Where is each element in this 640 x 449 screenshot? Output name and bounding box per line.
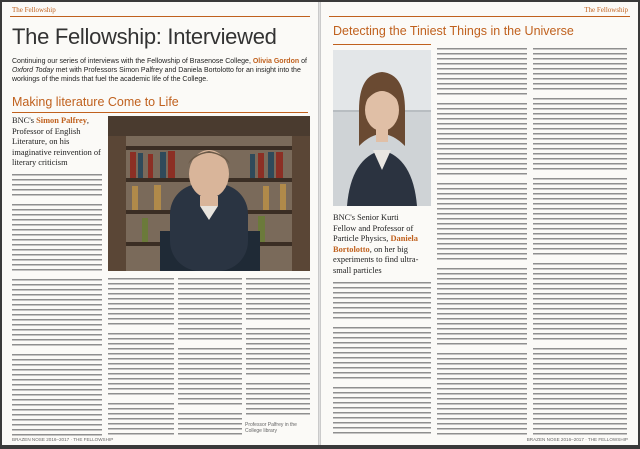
- interviewer-name: Olivia Gordon: [252, 58, 300, 65]
- paragraph-break: [246, 378, 310, 383]
- paragraph-break: [12, 349, 102, 354]
- paragraph-break: [437, 98, 527, 103]
- paragraph-break: [533, 258, 627, 263]
- lead-palfrey: [12, 116, 102, 169]
- lead-palfrey-name: Simon Palfrey: [36, 116, 87, 125]
- footer-left: BRAZEN NOSE 2016–2017 · THE FELLOWSHIP: [12, 437, 114, 442]
- paragraph-break: [333, 322, 431, 327]
- lead-bortolotto-text-1: BNC's Senior Kurti Fellow and Professor of Particle Physics,: [333, 213, 414, 244]
- left-page: [2, 2, 318, 445]
- article-title-palfrey: Making literature Come to Life: [12, 95, 179, 109]
- photo-caption: Professor Palfrey in the College library: [245, 422, 297, 434]
- paragraph-break: [178, 408, 242, 413]
- photo-simon-palfrey: [108, 116, 310, 271]
- article-rule-right: [333, 44, 431, 45]
- body-column-1: [12, 174, 102, 436]
- page-title: The Fellowship: Interviewed: [12, 24, 277, 49]
- body-column-3: [178, 278, 242, 436]
- running-head-right: The Fellowship: [584, 6, 628, 14]
- paragraph-break: [178, 343, 242, 348]
- intro-paragraph: [12, 57, 312, 85]
- intro-text-1: Continuing our series of interviews with the Fellowship of Brasenose College,: [12, 58, 253, 65]
- body-column-2: [108, 278, 174, 436]
- lead-bortolotto: [333, 213, 423, 277]
- article-rule-left: [12, 112, 308, 113]
- paragraph-break: [246, 323, 310, 328]
- header-rule-right: [329, 16, 630, 17]
- paragraph-break: [533, 173, 627, 178]
- paragraph-break: [437, 263, 527, 268]
- lead-palfrey-text-1: BNC's: [12, 116, 37, 125]
- paragraph-break: [108, 398, 174, 403]
- body-column-5: [333, 282, 431, 436]
- paragraph-break: [108, 328, 174, 333]
- paragraph-break: [437, 348, 527, 353]
- paragraph-break: [12, 199, 102, 204]
- header-rule-left: [10, 16, 310, 17]
- portrait-image: [333, 50, 431, 206]
- body-column-6: [437, 48, 527, 436]
- paragraph-break: [533, 343, 627, 348]
- body-column-4: [246, 278, 310, 418]
- paragraph-break: [333, 382, 431, 387]
- running-head-left: The Fellowship: [12, 6, 56, 14]
- lead-bortolotto-text-2: , on her big experiments to find ultra-small particles: [333, 244, 419, 275]
- footer-right: BRAZEN NOSE 2016–2017 · THE FELLOWSHIP: [526, 437, 628, 442]
- lead-palfrey-text-2: , Professor of English Literature, on his imaginative reinvention of literary criticism: [12, 116, 101, 168]
- lead-bortolotto-name: Daniela Bortolotto: [333, 234, 418, 254]
- publication-name: Oxford Today: [12, 67, 54, 75]
- photo-daniela-bortolotto: [333, 50, 431, 206]
- paragraph-break: [437, 178, 527, 183]
- right-page: [321, 2, 638, 445]
- intro-text-3: met with Professors Simon Palfrey and Daniela Bortolotto for an insight into the workings of the minds that fuel the academic life of the College.: [12, 67, 301, 84]
- portrait-image: [108, 116, 310, 271]
- intro-text-2: of: [299, 58, 307, 65]
- article-title-bortolotto: Detecting the Tiniest Things in the Universe: [333, 24, 574, 38]
- paragraph-break: [12, 274, 102, 279]
- body-column-7: [533, 48, 627, 436]
- paragraph-break: [533, 93, 627, 98]
